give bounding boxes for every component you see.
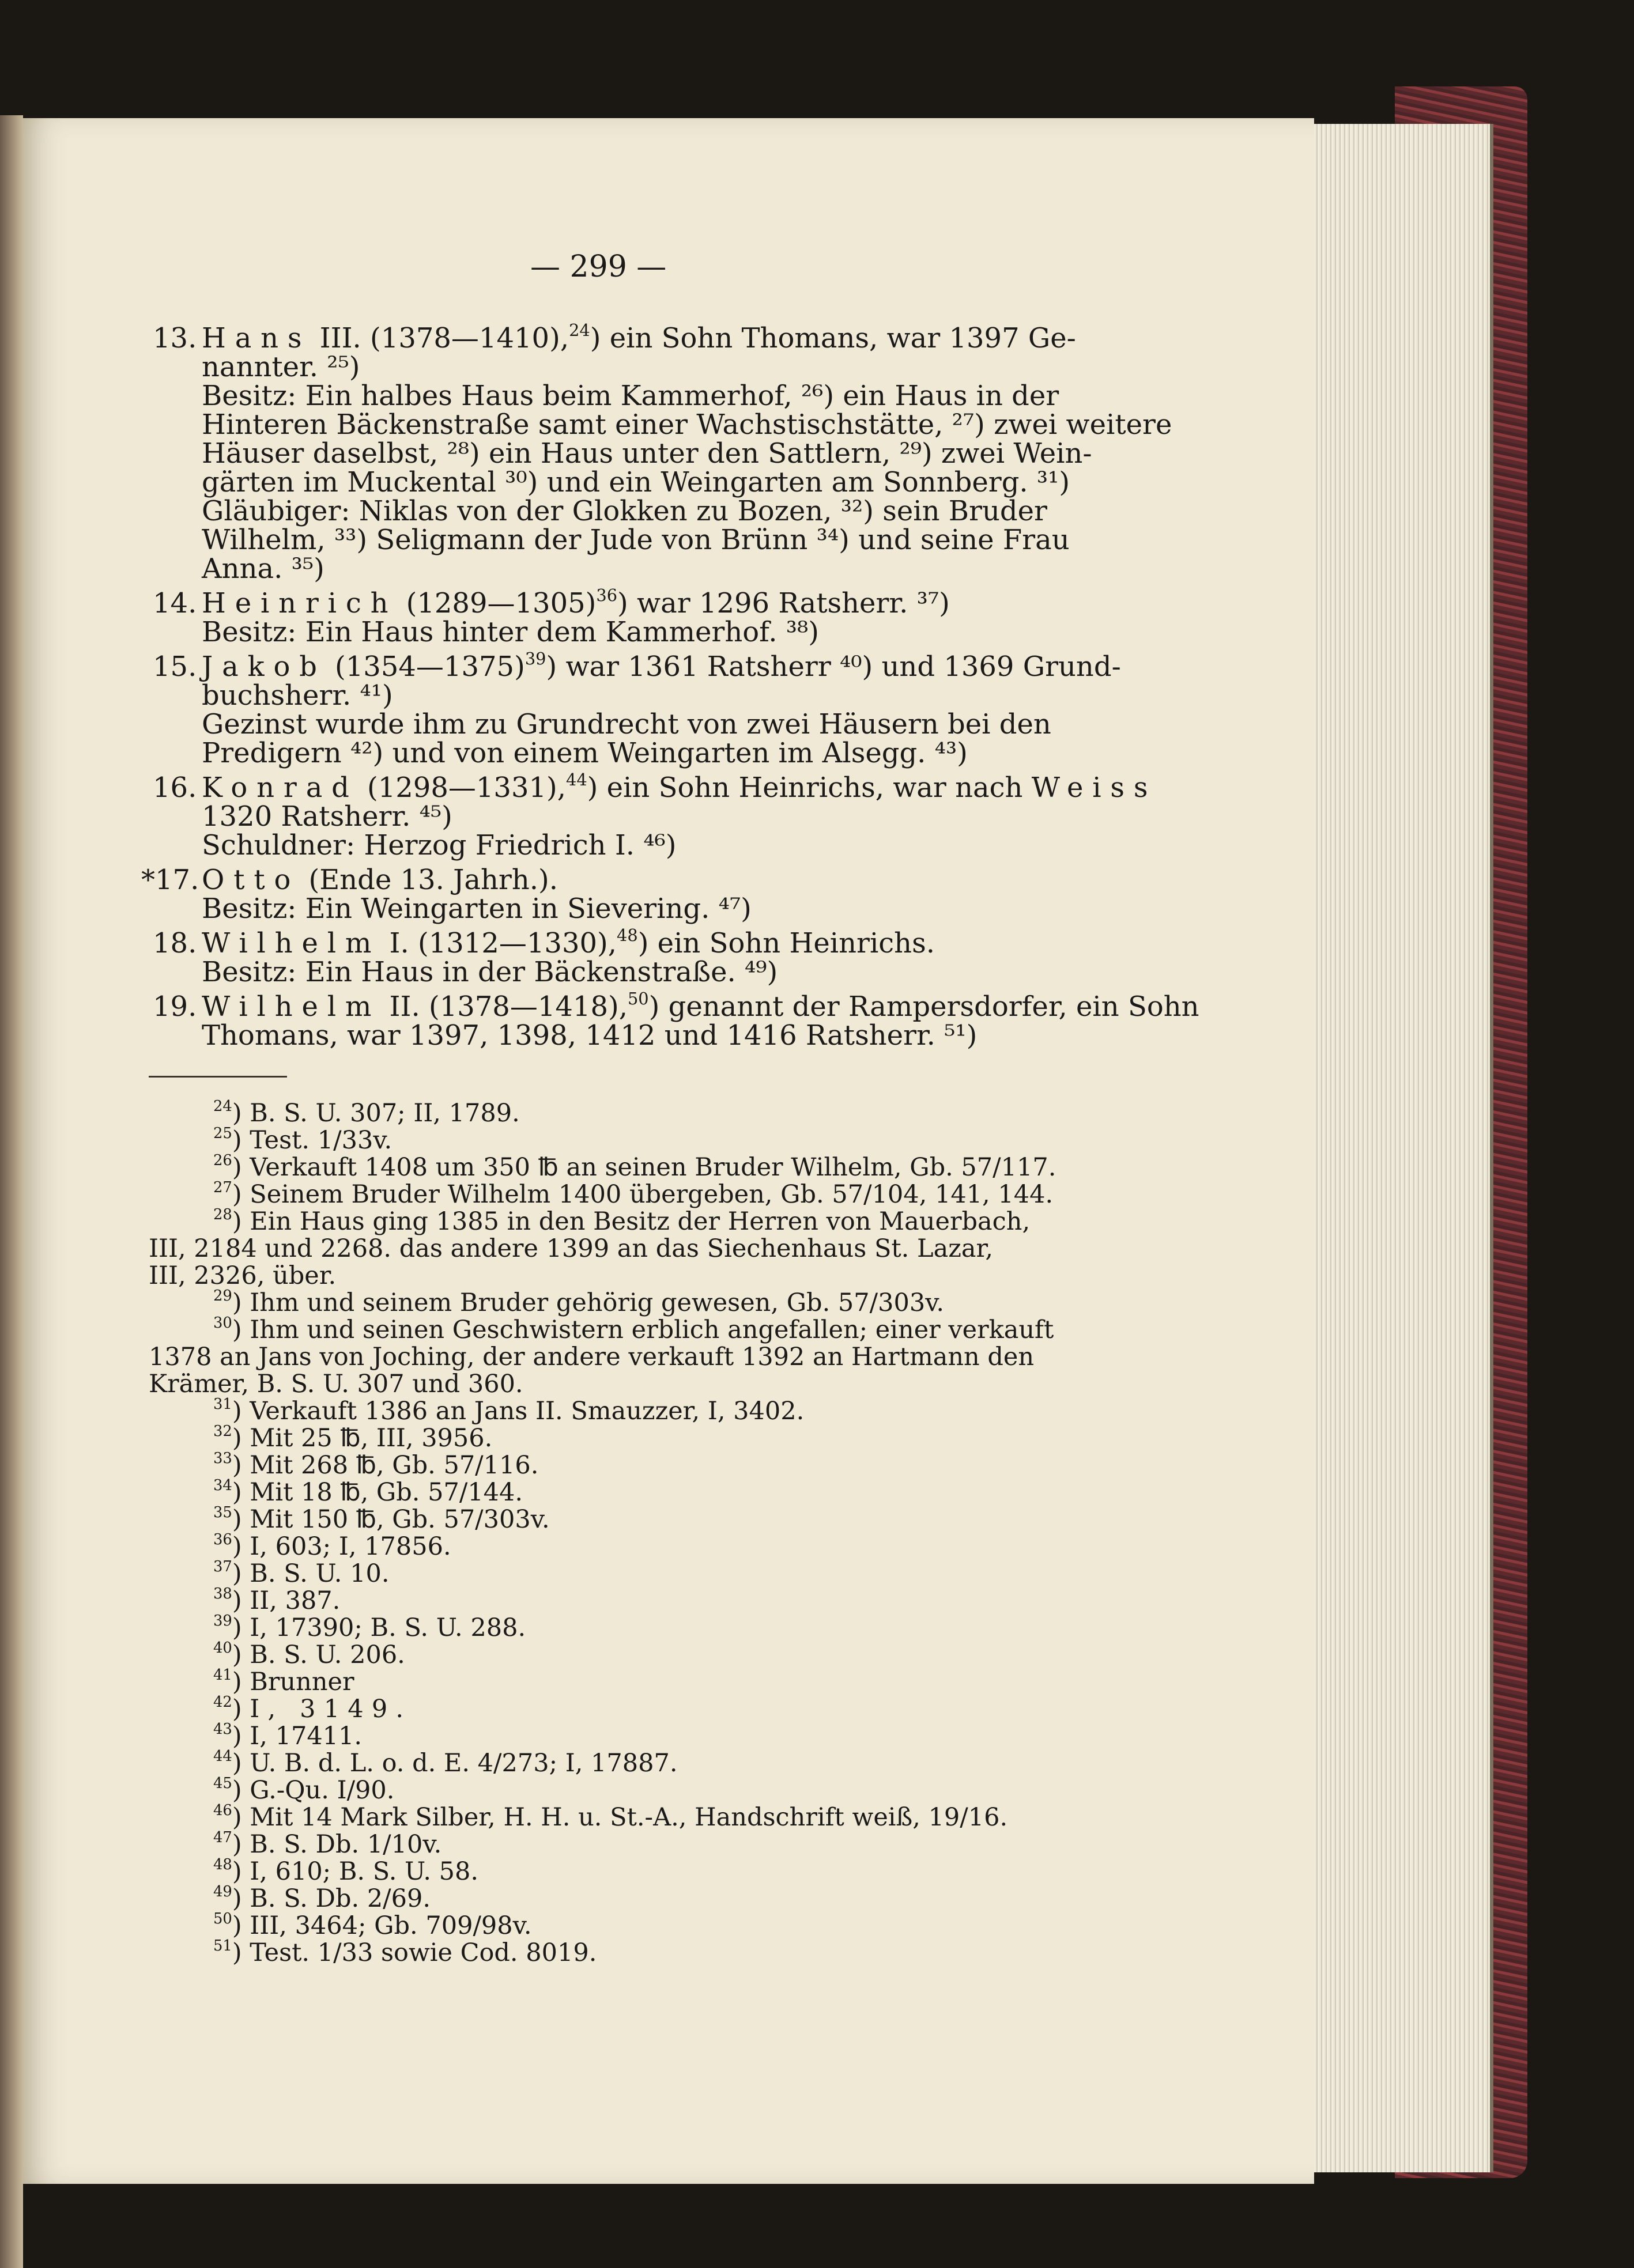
entry-line: Besitz: Ein Haus hinter dem Kammerhof. ³⁸) [202, 616, 819, 648]
entry-line: Besitz: Ein halbes Haus beim Kammerhof, ²⁶) ein Haus in der [202, 380, 1059, 412]
footnote-text: Mit 150 ℔, Gb. 57/303v. [250, 1505, 550, 1534]
footnote-text: Test. 1/33v. [250, 1126, 393, 1155]
footnote: $^{40}$) B. S. U. 206. [213, 1639, 405, 1669]
entry-dates: II. (1378—1418), [380, 991, 628, 1023]
footnote-text: B. S. U. 10. [250, 1559, 390, 1588]
footnote-text: G.-Qu. I/90. [250, 1776, 395, 1805]
entry-line: Thomans, war 1397, 1398, 1412 und 1416 Ratsherr. ⁵¹) [202, 1019, 978, 1052]
footnote-number: 31 [213, 1395, 232, 1413]
footnote-ref: 48 [617, 925, 638, 945]
footnote-text: Mit 268 ℔, Gb. 57/116. [250, 1451, 539, 1480]
person-name: Otto [202, 864, 300, 896]
footnote: $^{47}$) B. S. Db. 1/10v. [213, 1828, 442, 1859]
entry-headline [202, 866, 558, 894]
entry-number: 14. [153, 587, 197, 619]
footnote: $^{24}$) B. S. U. 307; II, 1789. [213, 1097, 520, 1128]
footnote-text: B. S. Db. 2/69. [250, 1884, 431, 1913]
footnote-continuation: III, 2184 und 2268. das andere 1399 an das Siechenhaus St. Lazar, [149, 1234, 994, 1263]
footnote-text: II, 387. [250, 1586, 341, 1615]
footnote: $^{38}$) II, 387. [213, 1585, 341, 1615]
footnote: $^{37}$) B. S. U. 10. [213, 1558, 390, 1588]
footnote-number: 38 [213, 1585, 232, 1602]
footnote-number: 50 [213, 1910, 232, 1927]
footnote-text: Verkauft 1408 um 350 ℔ an seinen Bruder Wilhelm, Gb. 57/117. [250, 1153, 1056, 1182]
footnote-number: 46 [213, 1801, 232, 1819]
person-name: Wilhelm [202, 927, 381, 959]
entry-text: ) ein Sohn Thomans, war 1397 Ge- [590, 322, 1076, 354]
footnote-number: 43 [213, 1720, 232, 1738]
footnote-text: Seinem Bruder Wilhelm 1400 übergeben, Gb. 57/104, 141, 144. [250, 1180, 1054, 1209]
person-name: Hans [202, 322, 311, 354]
person-name: Jakob [202, 651, 326, 683]
footnote-text: III, 3464; Gb. 709/98v. [250, 1911, 532, 1940]
footnote-number: 35 [213, 1503, 232, 1521]
footnote-number: 27 [213, 1178, 232, 1196]
footnote-text: B. S. U. 206. [250, 1640, 405, 1669]
footnote-number: 40 [213, 1639, 232, 1657]
footnote-number: 32 [213, 1422, 232, 1440]
footnote-ref: 44 [566, 769, 587, 789]
entry-dates: (1354—1375) [326, 651, 525, 683]
entry-line: Gezinst wurde ihm zu Grundrecht von zwei Häusern bei den [202, 708, 1051, 740]
entry-line: Häuser daselbst, ²⁸) ein Haus unter den Sattlern, ²⁹) zwei Wein- [202, 437, 1092, 470]
footnote: $^{46}$) Mit 14 Mark Silber, H. H. u. St.-A., Handschrift weiß, 19/16. [213, 1801, 1008, 1832]
footnote: $^{36}$) I, 603; I, 17856. [213, 1530, 451, 1561]
entry-text: ) war 1296 Ratsherr. ³⁷) [617, 587, 950, 619]
footnote-text: Ihm und seinem Bruder gehörig gewesen, Gb. 57/303v. [250, 1288, 945, 1317]
entry-number: 19. [153, 991, 197, 1023]
footnote-text: Mit 18 ℔, Gb. 57/144. [250, 1478, 523, 1507]
footnote-text: I, 17411. [250, 1722, 363, 1751]
footnote: $^{49}$) B. S. Db. 2/69. [213, 1883, 431, 1913]
entry-text: ) ein Sohn Heinrichs, war nach [587, 772, 1023, 804]
entry-dates: (1298—1331), [358, 772, 566, 804]
footnote: $^{44}$) U. B. d. L. o. d. E. 4/273; I, 17887. [213, 1747, 678, 1778]
entry-headline [202, 648, 1121, 683]
entry-line: Hinteren Bäckenstraße samt einer Wachstischstätte, ²⁷) zwei weitere [202, 409, 1172, 441]
entry-line: Wilhelm, ³³) Seligmann der Jude von Brünn ³⁴) und seine Frau [202, 524, 1070, 556]
entry-text: ) war 1361 Ratsherr ⁴⁰) und 1369 Grund- [546, 651, 1121, 683]
entry-line: Anna. ³⁵) [202, 553, 324, 585]
footnote: $^{45}$) G.-Qu. I/90. [213, 1774, 395, 1805]
footnote-text: B. S. Db. 1/10v. [250, 1830, 442, 1859]
entry-number: 15. [153, 651, 197, 683]
page-number: — 299 — [530, 250, 667, 284]
footnote: $^{28}$) Ein Haus ging 1385 in den Besitz der Herren von Mauerbach, [213, 1205, 1031, 1236]
footnote: $^{51}$) Test. 1/33 sowie Cod. 8019. [213, 1937, 597, 1967]
footnote-number: 26 [213, 1151, 232, 1169]
footnote: $^{48}$) I, 610; B. S. U. 58. [213, 1855, 479, 1886]
footnote-number: 49 [213, 1883, 232, 1900]
entry-headline [202, 925, 935, 959]
footnote: $^{26}$) Verkauft 1408 um 350 ℔ an seinen Bruder Wilhelm, Gb. 57/117. [213, 1151, 1056, 1182]
footnote: $^{50}$) III, 3464; Gb. 709/98v. [213, 1910, 532, 1940]
footnote: $^{30}$) Ihm und seinen Geschwistern erblich angefallen; einer verkauft [213, 1314, 1054, 1344]
footnote-number: 30 [213, 1314, 232, 1332]
footnote: $^{35}$) Mit 150 ℔, Gb. 57/303v. [213, 1503, 550, 1534]
footnote-number: 51 [213, 1937, 232, 1955]
entry-headline [202, 769, 1157, 804]
footnote-number: 29 [213, 1287, 232, 1305]
footnote-number: 42 [213, 1693, 232, 1711]
footnote-number: 34 [213, 1476, 232, 1494]
footnote-ref: 24 [569, 320, 590, 340]
person-name: Heinrich [202, 587, 398, 619]
footnote-text: Verkauft 1386 an Jans II. Smauzzer, I, 3402. [250, 1397, 805, 1426]
footnote-text: Brunner [250, 1668, 354, 1696]
entry-dates: (Ende 13. Jahrh.). [300, 864, 558, 896]
book-page [23, 118, 1314, 2184]
footnote: $^{27}$) Seinem Bruder Wilhelm 1400 übergeben, Gb. 57/104, 141, 144. [213, 1178, 1054, 1209]
entry-dates: (1289—1305) [397, 587, 597, 619]
entry-line: nannter. ²⁵) [202, 351, 360, 383]
entry-line: Gläubiger: Niklas von der Glokken zu Bozen, ³²) sein Bruder [202, 495, 1047, 527]
footnote: $^{32}$) Mit 25 ℔, III, 3956. [213, 1422, 493, 1453]
entry-number: 16. [153, 772, 197, 804]
footnote-number: 47 [213, 1828, 232, 1846]
entry-line: 1320 Ratsherr. ⁴⁵) [202, 800, 452, 833]
footnote-number: 48 [213, 1855, 232, 1873]
footnote: $^{25}$) Test. 1/33v. [213, 1124, 393, 1155]
footnote: $^{39}$) I, 17390; B. S. U. 288. [213, 1612, 526, 1642]
footnote-number: 33 [213, 1449, 232, 1467]
entry-line: Schuldner: Herzog Friedrich I. ⁴⁶) [202, 829, 677, 861]
footnote-number: 28 [213, 1205, 232, 1223]
footnote-text: B. S. U. 307; II, 1789. [250, 1099, 520, 1128]
person-name: Wilhelm [202, 991, 381, 1023]
footnote-ref: 50 [627, 988, 649, 1008]
entry-headline [202, 988, 1199, 1023]
footnote-number: 25 [213, 1124, 232, 1142]
entry-text: ) genannt der Rampersdorfer, ein Sohn [648, 991, 1199, 1023]
entry-line: Besitz: Ein Haus in der Bäckenstraße. ⁴⁹) [202, 956, 778, 988]
entry-dates: I. (1312—1330), [380, 927, 617, 959]
footnote: $^{41}$) Brunner [213, 1666, 354, 1696]
entry-line: gärten im Muckental ³⁰) und ein Weingarten am Sonnberg. ³¹) [202, 466, 1070, 498]
person-name: Konrad [202, 772, 359, 804]
entry-number: *17. [141, 864, 199, 896]
footnote-divider [149, 1076, 287, 1078]
footnote-text: I, 610; B. S. U. 58. [250, 1857, 479, 1886]
footnote-continuation: III, 2326, über. [149, 1261, 337, 1290]
footnote-ref: 39 [524, 648, 546, 668]
footnote-text: I, 17390; B. S. U. 288. [250, 1613, 526, 1642]
footnote-text: Ein Haus ging 1385 in den Besitz der Herren von Mauerbach, [250, 1207, 1031, 1236]
book-spine-left [0, 115, 23, 2268]
footnote: $^{33}$) Mit 268 ℔, Gb. 57/116. [213, 1449, 539, 1480]
author-name: Weiss [1031, 772, 1157, 804]
footnote: $^{29}$) Ihm und seinem Bruder gehörig gewesen, Gb. 57/303v. [213, 1287, 945, 1317]
entry-number: 18. [153, 927, 197, 959]
footnote-text: I, 603; I, 17856. [250, 1532, 451, 1561]
entry-headline [202, 320, 1076, 354]
footnote-number: 37 [213, 1558, 232, 1575]
footnote-continuation: 1378 an Jans von Joching, der andere verkauft 1392 an Hartmann den [149, 1343, 1035, 1371]
footnote-number: 41 [213, 1666, 232, 1684]
footnote-text: Mit 25 ℔, III, 3956. [250, 1424, 493, 1453]
footnote: $^{42}$) I, 3149. [213, 1693, 412, 1723]
footnote: $^{34}$) Mit 18 ℔, Gb. 57/144. [213, 1476, 523, 1507]
footnote-number: 36 [213, 1530, 232, 1548]
entry-headline [202, 585, 950, 619]
footnote-ref: 36 [596, 585, 618, 605]
footnote-text: Ihm und seinen Geschwistern erblich angefallen; einer verkauft [250, 1316, 1054, 1344]
footnote-number: 45 [213, 1774, 232, 1792]
footnote-number: 39 [213, 1612, 232, 1630]
footnote-number: 44 [213, 1747, 232, 1765]
entry-line: Besitz: Ein Weingarten in Sievering. ⁴⁷) [202, 893, 752, 925]
entry-line: Predigern ⁴²) und von einem Weingarten im Alsegg. ⁴³) [202, 737, 968, 769]
footnote-text: Mit 14 Mark Silber, H. H. u. St.-A., Handschrift weiß, 19/16. [250, 1803, 1008, 1832]
footnote: $^{31}$) Verkauft 1386 an Jans II. Smauzzer, I, 3402. [213, 1395, 805, 1426]
footnote-continuation: Krämer, B. S. U. 307 und 360. [149, 1370, 523, 1398]
entry-number: 13. [153, 322, 197, 354]
entry-text: ) ein Sohn Heinrichs. [637, 927, 935, 959]
entry-line: buchsherr. ⁴¹) [202, 679, 393, 712]
entry-dates: III. (1378—1410), [311, 322, 569, 354]
footnote-text: Test. 1/33 sowie Cod. 8019. [250, 1938, 597, 1967]
footnote-text: U. B. d. L. o. d. E. 4/273; I, 17887. [250, 1749, 678, 1778]
footnote: $^{43}$) I, 17411. [213, 1720, 363, 1751]
footnote-number: 24 [213, 1097, 232, 1115]
footnote-author: I, 3149. [250, 1695, 412, 1723]
page-fore-edge [1305, 124, 1493, 2172]
